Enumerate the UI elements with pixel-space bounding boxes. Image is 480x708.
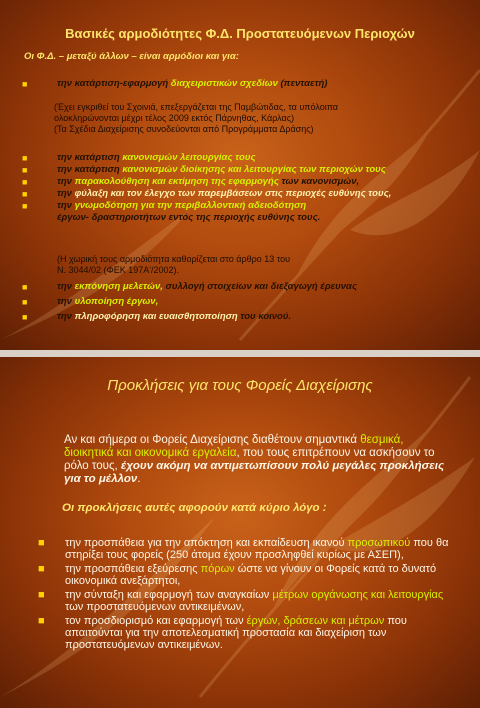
challenges-subtitle: Οι προκλήσεις αυτές αφορούν κατά κύριο λόγο :: [62, 502, 327, 514]
list-item: ■ την εκπόνηση μελετών, συλλογή στοιχείων και διεξαγωγή έρευνας: [22, 281, 357, 292]
bullet-icon: ■: [38, 537, 45, 549]
list-item: ■ την γνωμοδότηση για την περιβαλλοντική αδειοδότηση έργων- δραστηριοτήτων εντός της περιοχής ευθύνης τους.: [22, 200, 321, 223]
jurisdiction-note: (Η χωρική τους αρμοδιότητα καθορίζεται στο άρθρο 13 του Ν. 3044/02 (ΦΕΚ 197Α'/2002).: [57, 254, 291, 275]
slide-1-title: Βασικές αρμοδιότητες Φ.Δ. Προστατευόμενων Περιοχών: [65, 26, 415, 41]
management-plans-note: (Έχει εγκριθεί του Σχοινιά, επεξεργάζεται της Παμβώτιδας, τα υπόλοιπα ολοκληρώνονται μέχρι τέλος 2009 εκτός Πάρνηθας, Κάρλας) (Τα Σχέδια Διαχείρισης συνοδεύονται από Προγράμματα Δράσης): [54, 102, 338, 134]
bullet-icon: ■: [22, 312, 28, 322]
list-item: ■ την παρακολούθηση και εκτίμηση της εφαρμογής των κανονισμών,: [22, 176, 360, 187]
slide-2-background: [0, 357, 480, 708]
leaf-decoration: [180, 357, 480, 707]
bullet-icon: ■: [22, 177, 28, 187]
list-item: ■ την κατάρτιση κανονισμών λειτουργίας τους: [22, 152, 256, 163]
responsibilities-list-b: [22, 152, 442, 224]
challenges-list: [38, 537, 458, 653]
list-item: ■ την προσπάθεια για την απόκτηση και εκπαίδευση ικανού προσωπικού που θα στηρίξει τους φορείς (250 άτομα έχουν προσληφθεί κυρίως με ΑΣΕΠ),: [38, 537, 449, 561]
bullet-icon: ■: [38, 615, 45, 627]
bullet-icon: ■: [38, 563, 45, 575]
bullet-icon: ■: [22, 201, 28, 211]
list-item: ■ τον προσδιορισμό και εφαρμογή των έργων, δράσεων και μέτρων που απαιτούνται για την αποτελεσματική προστασία και διαχείριση των προστατευόμενων αντικειμένων.: [38, 615, 407, 651]
list-item: ■ την κατάρτιση-εφαρμογή διαχειριστικών σχεδίων (πενταετή): [22, 78, 328, 89]
challenges-paragraph: Αν και σήμερα οι Φορείς Διαχείρισης διαθέτουν σημαντικά θεσμικά, διοικητικά και οικονομικά εργαλεία, που τους επιτρέπουν να ασκήσουν το ρόλο τους, έχουν ακόμη να αντιμετωπίσουν πολύ μεγάλες προκλήσεις για το μέλλον.: [64, 434, 445, 485]
bullet-icon: ■: [22, 165, 28, 175]
bullet-icon: ■: [22, 153, 28, 163]
responsibilities-list-a: [22, 78, 327, 90]
list-item: ■ την πληροφόρηση και ευαισθητοποίηση του κοινού.: [22, 311, 292, 322]
list-item: ■ την υλοποίηση έργων,: [22, 296, 159, 307]
bullet-icon: ■: [22, 189, 28, 199]
list-item: ■ την προσπάθεια εξεύρεσης πόρων ώστε να γίνουν οι Φορείς κατά το δυνατό οικονομικά ανεξάρτητοι,: [38, 563, 437, 587]
list-item: ■ την σύνταξη και εφαρμογή των αναγκαίων μέτρων οργάνωσης και λειτουργίας των προστατευόμενων αντικειμένων,: [38, 589, 444, 613]
responsibilities-list-c: [22, 281, 442, 323]
bullet-icon: ■: [38, 589, 45, 601]
list-item: ■ την φύλαξη και τον έλεγχο των παρεμβάσεων στις περιοχές ευθύνης τους,: [22, 188, 392, 199]
slide-1-intro: Οι Φ.Δ. – μεταξύ άλλων – είναι αρμόδιοι και για:: [24, 51, 239, 62]
bullet-icon: ■: [22, 79, 28, 89]
slide-separator: [0, 350, 480, 357]
slide-2-title: Προκλήσεις για τους Φορείς Διαχείρισης: [107, 377, 373, 394]
list-item: ■ την κατάρτιση κανονισμών διοίκησης και λειτουργίας των περιοχών τους: [22, 164, 386, 175]
bullet-icon: ■: [22, 297, 28, 307]
bullet-icon: ■: [22, 282, 28, 292]
